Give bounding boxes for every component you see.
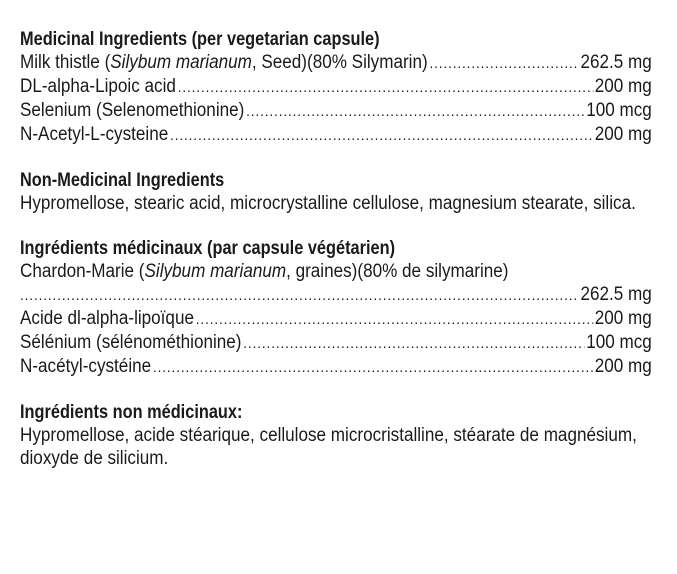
ingredient-row xyxy=(20,99,652,123)
ingredient-name: Selenium (Selenomethionine) xyxy=(20,100,245,121)
dot-leader xyxy=(196,308,593,331)
ingredient-amount: 200 mg xyxy=(594,308,652,329)
non-medicinal-ingredients-heading-fr: Ingrédients non médicinaux: xyxy=(20,402,243,423)
non-medicinal-ingredients-heading: Non-Medicinal Ingredients xyxy=(20,170,225,191)
ingredient-name: Acide dl-alpha-lipoïque xyxy=(20,308,194,329)
english-medicinal-section xyxy=(20,28,652,147)
dot-leader xyxy=(153,356,593,379)
ingredient-name: N-Acetyl-L-cysteine xyxy=(20,124,169,145)
ingredient-name: DL-alpha-Lipoic acid xyxy=(20,76,176,97)
dot-leader xyxy=(178,76,593,99)
english-non-medicinal-section xyxy=(20,169,652,215)
ingredient-amount: 200 mg xyxy=(594,124,652,145)
ingredient-row xyxy=(20,51,652,75)
ingredient-row xyxy=(20,283,652,307)
ingredient-row xyxy=(20,307,652,331)
ingredient-name: Sélénium (sélénométhionine) xyxy=(20,332,242,353)
medicinal-ingredients-heading-fr: Ingrédients médicinaux (par capsule végétarien) xyxy=(20,238,396,259)
french-non-medicinal-section xyxy=(20,401,652,470)
ingredient-amount: 100 mcg xyxy=(586,100,652,121)
ingredient-amount: 262.5 mg xyxy=(580,52,652,73)
non-medicinal-ingredients-text-fr: Hypromellose, acide stéarique, cellulose microcristalline, stéarate de magnésium, dioxyde de silicium. xyxy=(20,425,637,469)
ingredient-name: Milk thistle (Silybum marianum, Seed)(80% Silymarin) xyxy=(20,52,428,73)
dot-leader xyxy=(246,100,584,123)
ingredient-amount: 200 mg xyxy=(594,356,652,377)
ingredient-amount: 200 mg xyxy=(594,76,652,97)
ingredient-name: Chardon-Marie (Silybum marianum, graines)(80% de silymarine) xyxy=(20,261,509,282)
ingredient-amount: 100 mcg xyxy=(586,332,652,353)
ingredient-name: N-acétyl-cystéine xyxy=(20,356,152,377)
ingredient-row xyxy=(20,75,652,99)
medicinal-ingredients-heading: Medicinal Ingredients (per vegetarian capsule) xyxy=(20,29,380,50)
dot-leader xyxy=(429,52,578,75)
dot-leader xyxy=(170,124,593,147)
non-medicinal-ingredients-text: Hypromellose, stearic acid, microcrystalline cellulose, magnesium stearate, silica. xyxy=(20,193,636,214)
dot-leader xyxy=(20,284,579,307)
ingredient-row xyxy=(20,123,652,147)
french-medicinal-section xyxy=(20,237,652,379)
ingredient-label xyxy=(20,28,652,492)
ingredient-row xyxy=(20,355,652,379)
ingredient-row xyxy=(20,331,652,355)
dot-leader xyxy=(243,332,584,355)
ingredient-amount: 262.5 mg xyxy=(580,284,652,305)
